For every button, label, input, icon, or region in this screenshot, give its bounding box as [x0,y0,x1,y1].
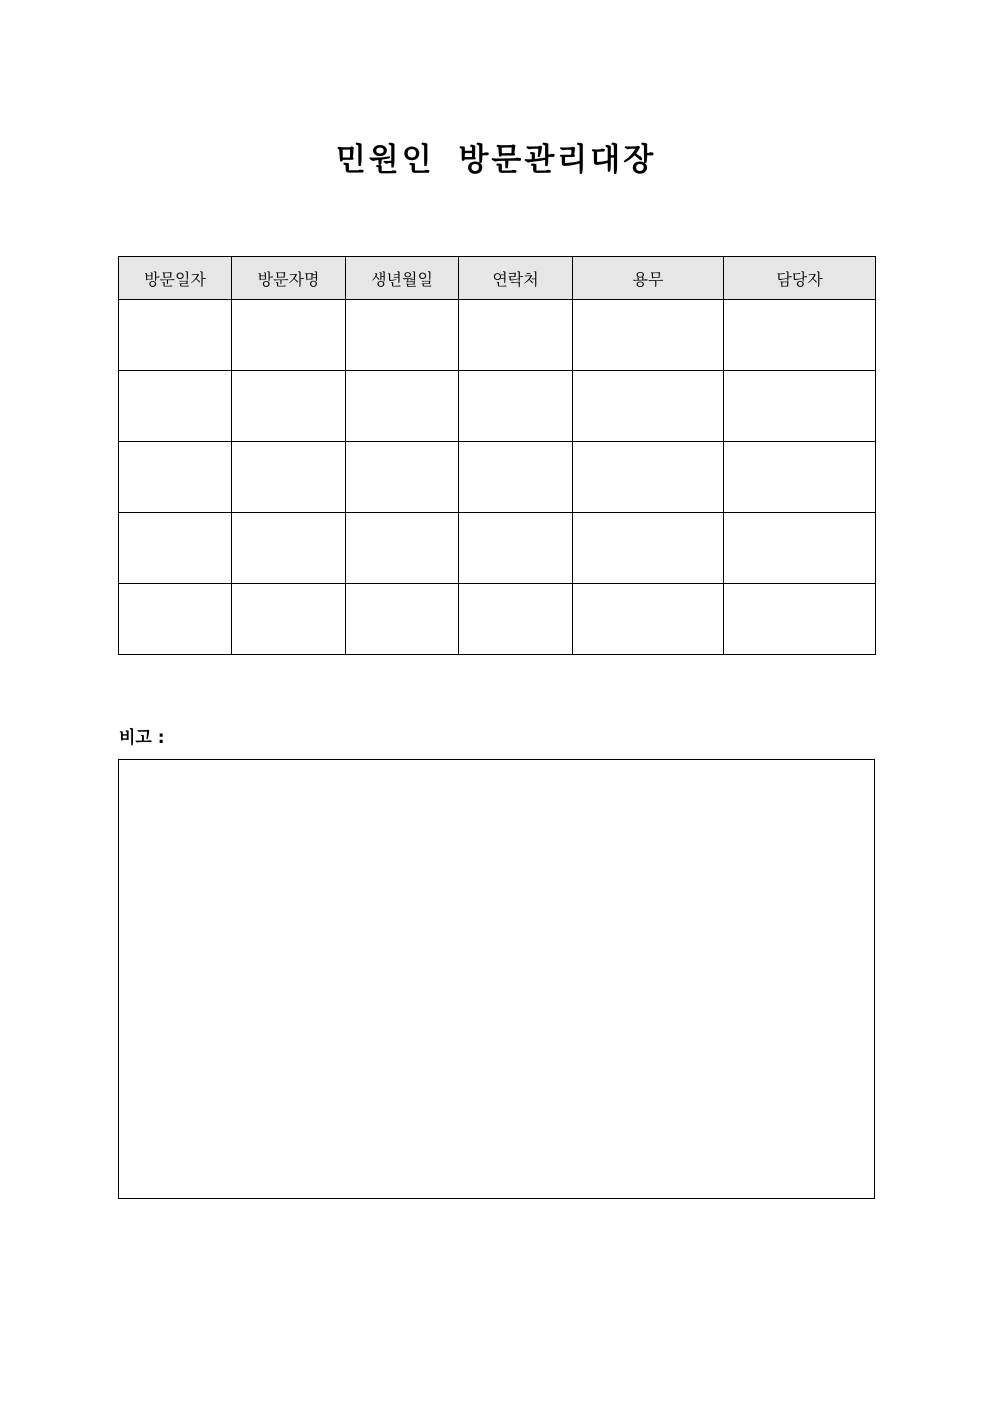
table-cell[interactable] [232,584,346,655]
table-cell[interactable] [724,442,876,513]
table-cell[interactable] [119,513,232,584]
table-cell[interactable] [346,513,459,584]
column-header-staff: 담당자 [724,257,876,300]
table-cell[interactable] [459,442,573,513]
table-cell[interactable] [232,442,346,513]
table-cell[interactable] [459,371,573,442]
table-cell[interactable] [573,584,724,655]
page-title: 민원인 방문관리대장 [335,142,657,178]
table-cell[interactable] [346,442,459,513]
table-cell[interactable] [573,442,724,513]
table-cell[interactable] [232,300,346,371]
table-cell[interactable] [346,584,459,655]
table-cell[interactable] [119,300,232,371]
table-cell[interactable] [459,513,573,584]
column-header-contact: 연락처 [459,257,573,300]
table-cell[interactable] [346,371,459,442]
column-header-purpose: 용무 [573,257,724,300]
table-cell[interactable] [119,442,232,513]
column-header-birth-date: 생년월일 [346,257,459,300]
table-row [119,300,876,371]
remarks-label: 비고 : [119,728,165,748]
table-cell[interactable] [119,371,232,442]
table-cell[interactable] [346,300,459,371]
table-row [119,513,876,584]
table-row [119,584,876,655]
column-header-visitor-name: 방문자명 [232,257,346,300]
table-cell[interactable] [573,371,724,442]
table-cell[interactable] [724,300,876,371]
table-cell[interactable] [459,584,573,655]
table-cell[interactable] [573,300,724,371]
table-cell[interactable] [724,371,876,442]
table-cell[interactable] [232,513,346,584]
table-cell[interactable] [459,300,573,371]
remarks-box[interactable] [118,759,875,1199]
table-cell[interactable] [573,513,724,584]
table-cell[interactable] [119,584,232,655]
column-header-visit-date: 방문일자 [119,257,232,300]
visitor-log-table [118,256,876,655]
table-cell[interactable] [724,513,876,584]
table-cell[interactable] [232,371,346,442]
table-cell[interactable] [724,584,876,655]
table-row [119,371,876,442]
table-row [119,442,876,513]
table-header-row [119,257,876,300]
